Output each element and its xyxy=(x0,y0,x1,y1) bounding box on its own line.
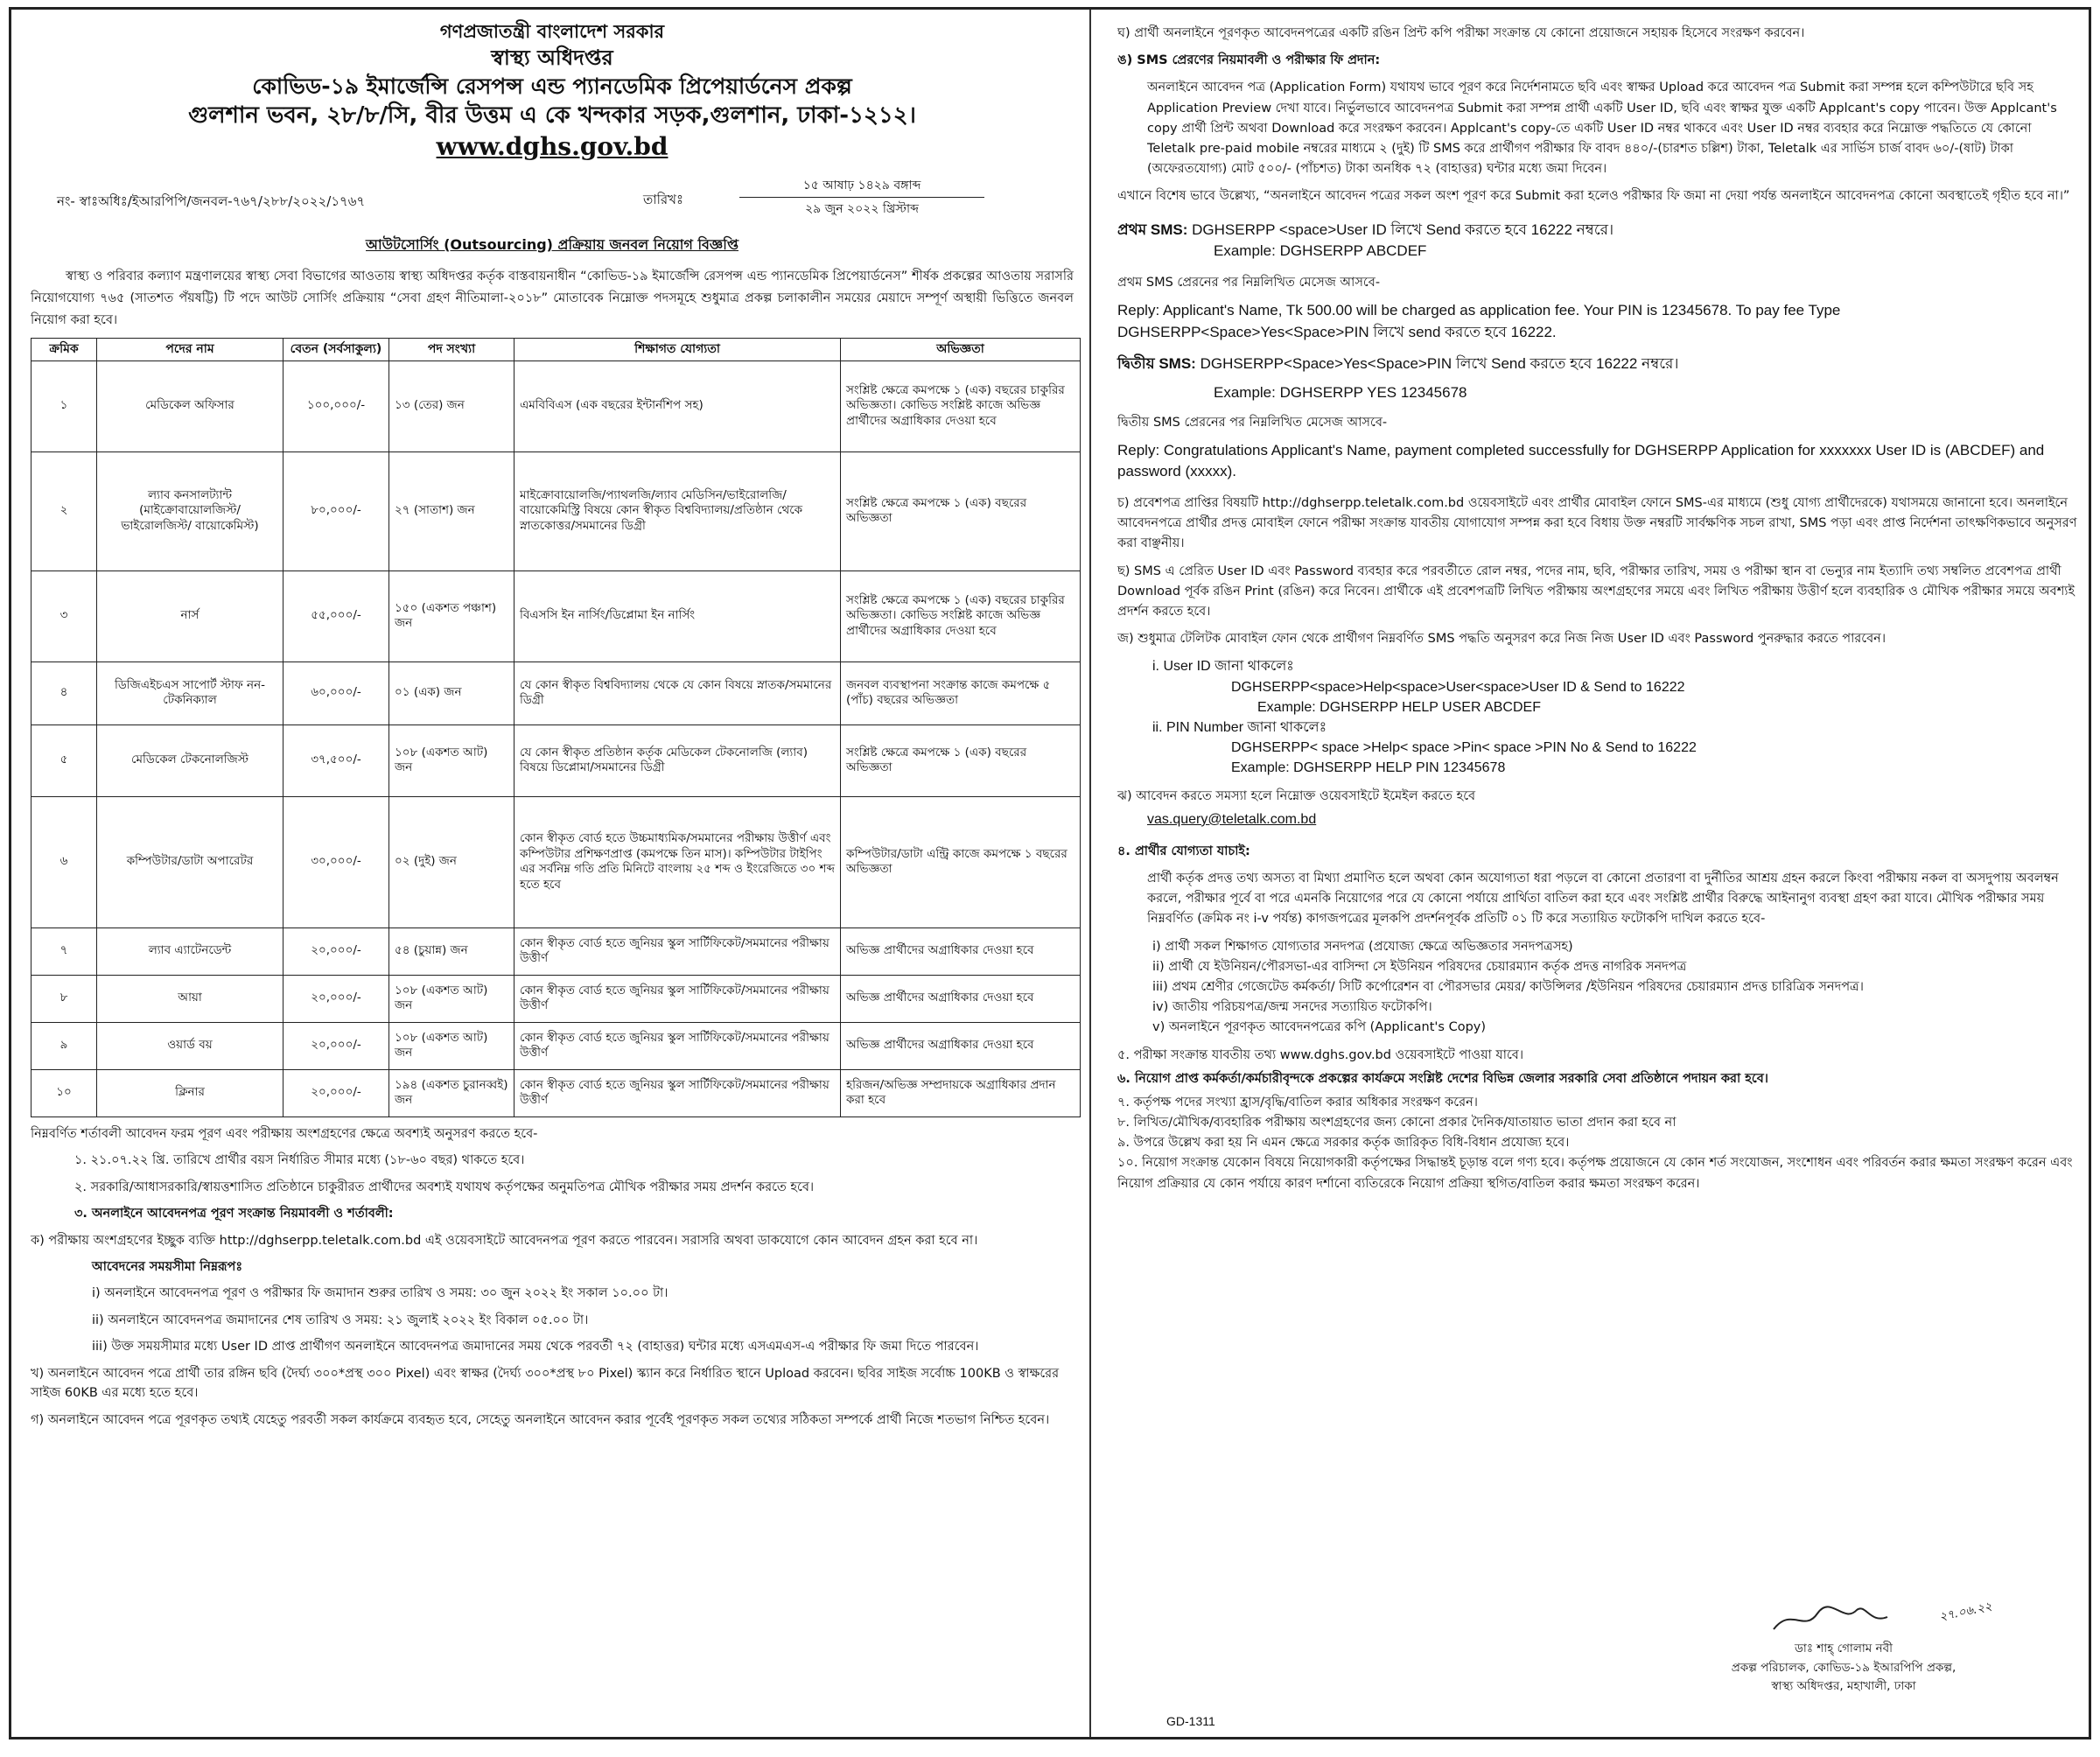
pin-label: ii. PIN Number জানা থাকলেঃ xyxy=(1152,719,1327,735)
cell-education: কোন স্বীকৃত বোর্ড হতে জুনিয়র স্কুল সার্টিফিকেট/সমমানের পরীক্ষায় উত্তীর্ণ xyxy=(514,1069,841,1116)
userid-format: DGHSERPP<space>Help<space>User<space>User ID & Send to 16222 xyxy=(1231,679,1685,695)
left-column xyxy=(11,10,1088,1437)
pin-format: DGHSERPP< space >Help< space >Pin< space >PIN No & Send to 16222 xyxy=(1231,740,1697,756)
cell-post: আয়া xyxy=(97,975,284,1022)
conditions-section xyxy=(31,1124,1074,1431)
col-header-salary: বেতন (সর্বসাকুল্য) xyxy=(284,339,389,360)
memo-number: নং- স্বাঃঅধিঃ/ইআরপিপি/জনবল-৭৬৭/২৮৮/২০২২/১৭৬৭ xyxy=(57,192,366,209)
cell-education: বিএসসি ইন নার্সিং/ডিপ্লোমা ইন নার্সিং xyxy=(514,570,841,662)
cell-count: ৫৪ (চুয়ান্ন) জন xyxy=(389,928,514,975)
cell-salary: ২০,০০০/- xyxy=(284,975,389,1022)
cell-count: ০২ (দুই) জন xyxy=(389,796,514,928)
clause-10: ১০. নিয়োগ সংক্রান্ত যেকোন বিষয়ে নিয়োগকারী কর্তৃপক্ষের সিদ্ধান্তই চূড়ান্ত বলে গণ্য হবে। কর্তৃপক্ষ প্রয়োজনে যে কোন শর্ত সংযোজন, সংশোধন এবং পরিবর্তন করার ক্ষমতা সংরক্ষণ করেন এবং নিয়োগ প্রক্রিয়ার যে কোন পর্যায়ে কারণ দর্শানো ব্যতিরেকে নিয়োগ প্রক্রিয়া স্থগিত/বাতিল করার ক্ষমতা সংরক্ষণ করেন। xyxy=(1117,1156,2073,1191)
deadline-end: ii) অনলাইনে আবেদনপত্র জমাদানের শেষ তারিখ ও সময়: ২১ জুলাই ২০২২ ইং বিকাল ০৫.০০ টা। xyxy=(92,1312,589,1327)
notice-title: আউটসোর্সিং (Outsourcing) প্রক্রিয়ায় জনবল নিয়োগ বিজ্ঞপ্তি xyxy=(366,235,738,253)
cell-salary: ৩৭,৫০০/- xyxy=(284,724,389,796)
cell-experience: অভিজ্ঞ প্রার্থীদের অগ্রাধিকার দেওয়া হবে xyxy=(841,975,1081,1022)
cell-post: কম্পিউটার/ডাটা অপারেটর xyxy=(97,796,284,928)
cell-education: যে কোন স্বীকৃত বিশ্ববিদ্যালয় থেকে যে কোন বিষয়ে স্নাতক/সমমানের ডিগ্রী xyxy=(514,662,841,724)
cell-serial: ৩ xyxy=(32,570,97,662)
rule-jha: ঝ) আবেদন করতে সমস্যা হলে নিম্নোক্ত ওয়েবসাইটে ইমেইল করতে হবে xyxy=(1117,789,1476,804)
cell-salary: ৫৫,০০০/- xyxy=(284,570,389,662)
signatory-office: স্বাস্থ্য অধিদপ্তর, মহাখালী, ঢাকা xyxy=(1771,1679,1916,1694)
rule-ja: জ) শুধুমাত্র টেলিটক মোবাইল ফোন থেকে প্রার্থীগণ নিম্নবর্ণিত SMS পদ্ধতি অনুসরণ করে নিজ নিজ User ID এবং Password পুনরুদ্ধার করতে পারবেন। xyxy=(1117,632,1886,647)
signatory-name: ডাঃ শাহ্ গোলাম নবী xyxy=(1794,1642,1894,1656)
table-row xyxy=(32,360,1081,452)
rule-chha: ছ) SMS এ প্রেরিত User ID এবং Password ব্যবহার করে পরবর্তীতে রোল নম্বর, পদের নাম, ছবি, পরীক্ষার তারিখ, সময় ও পরীক্ষা স্থান বা ভেন্যুর নাম ইত্যাদি তথ্য সম্বলিত প্রবেশপত্র প্রার্থী Download পূর্বক রঙিন Print (রঙিন) করে নিবেন। প্রার্থীকে এই প্রবেশপত্রটি লিখিত পরীক্ষায় অংশগ্রহণের সময়ে এবং লিখিত পরীক্ষায় উত্তীর্ণ হলে ব্যবহারিক ও মৌখিক পরীক্ষার সময়ে অবশ্যই প্রদর্শন করতে হবে। xyxy=(1117,564,2076,619)
cell-count: ০১ (এক) জন xyxy=(389,662,514,724)
vacancy-table xyxy=(31,338,1081,1116)
first-sms-example: Example: DGHSERPP ABCDEF xyxy=(1214,242,1427,260)
first-reply: Reply: Applicant's Name, Tk 500.00 will be charged as application fee. Your PIN is 12345678. To pay fee Type DGHSERPP<Space>Yes<Space>PIN লিখে send করতে হবে 16222. xyxy=(1117,301,1841,340)
rule-gha: ঘ) প্রার্থী অনলাইনে পূরণকৃত আবেদনপত্রের একটি রঙিন প্রিন্ট কপি পরীক্ষা সংক্রান্ত যে কোনো প্রয়োজনে সহায়ক হিসেবে সংরক্ষণ করবেন। xyxy=(1117,26,1805,40)
pin-example: Example: DGHSERPP HELP PIN 12345678 xyxy=(1231,760,1506,776)
date-bangla: ১৫ আষাঢ় ১৪২৯ বঙ্গাব্দ xyxy=(739,174,984,198)
signature-date: ২৭.০৬.২২ xyxy=(1937,1599,1993,1625)
deadline-start: i) অনলাইনে আবেদনপত্র পূরণ ও পরীক্ষার ফি জমাদান শুরুর তারিখ ও সময়: ৩০ জুন ২০২২ ইং সকাল ১০.০০ টা। xyxy=(92,1286,668,1301)
cell-experience: কম্পিউটার/ডাটা এন্ট্রি কাজে কমপক্ষে ১ বছরের অভিজ্ঞতা xyxy=(841,796,1081,928)
reference-line xyxy=(31,169,1074,228)
recovery-block xyxy=(1117,656,2078,778)
cell-experience: সংশ্লিষ্ট ক্ষেত্রে কমপক্ষে ১ (এক) বছরের চাকুরির অভিজ্ঞতা। কোভিড সংশ্লিষ্ট কাজে অভিজ্ঞ প্রার্থীদের অগ্রাধিকার দেওয়া হবে xyxy=(841,360,1081,452)
cell-salary: ২০,০০০/- xyxy=(284,928,389,975)
first-sms-line xyxy=(1117,220,2078,242)
cell-serial: ৯ xyxy=(32,1022,97,1069)
cell-education: যে কোন স্বীকৃত প্রতিষ্ঠান কর্তৃক মেডিকেল টেকনোলজি (ল্যাব) বিষয়ে ডিপ্লোমা/সমমানের ডিগ্রী xyxy=(514,724,841,796)
clause-8: ৮. লিখিত/মৌখিক/ব্যবহারিক পরীক্ষায় অংশগ্রহণের জন্য কোনো প্রকার দৈনিক/যাতায়াত ভাতা প্রদান করা হবে না xyxy=(1117,1116,1676,1130)
col-header-post: পদের নাম xyxy=(97,339,284,360)
cell-salary: ২০,০০০/- xyxy=(284,1022,389,1069)
document-item: v) অনলাইনে পূরণকৃত আবেদনপত্রের কপি (Applicant's Copy) xyxy=(1152,1020,1487,1035)
cell-count: ২৭ (সাতাশ) জন xyxy=(389,452,514,570)
cell-serial: ২ xyxy=(32,452,97,570)
table-row xyxy=(32,724,1081,796)
intro-paragraph: স্বাস্থ্য ও পরিবার কল্যাণ মন্ত্রণালয়ের স্বাস্থ্য সেবা বিভাগের আওতায় স্বাস্থ্য অধিদপ্তর কর্তৃক বাস্তবায়নাধীন “কোভিড-১৯ ইমার্জেন্সি রেসপন্স এন্ড প্যানডেমিক প্রিপেয়ার্ডনেস” শীর্ষক প্রকল্পের আওতায় সরাসরি নিয়োগযোগ্য ৭৬৫ (সাতশত পঁয়ষট্টি) টি পদে আউট সোর্সিং প্রক্রিয়ায় “সেবা গ্রহণ নীতিমালা-২০১৮” মোতাবেক নিম্নোক্ত পদসমূহে শুধুমাত্র প্রকল্প চলাকালীন সময়ের মেয়াদে সম্পূর্ণ অস্থায়ী ভিত্তিতে জনবল নিয়োগ করা হবে। xyxy=(31,269,1074,327)
second-sms-example: Example: DGHSERPP YES 12345678 xyxy=(1214,383,1467,401)
right-column xyxy=(1095,10,2089,1194)
second-sms-block xyxy=(1117,354,2078,403)
second-sms-label: দ্বিতীয় SMS: xyxy=(1117,355,1196,373)
cell-count: ১৫০ (একশত পঞ্চাশ) জন xyxy=(389,570,514,662)
signatory-title: প্রকল্প পরিচালক, কোভিড-১৯ ইআরপিপি প্রকল্প, xyxy=(1731,1660,1956,1675)
document-item: iv) জাতীয় পরিচয়পত্র/জন্ম সনদের সত্যায়িত ফটোকপি। xyxy=(1152,1000,1432,1015)
cell-serial: ৪ xyxy=(32,662,97,724)
cell-count: ১৯৪ (একশত চুরানব্বই) জন xyxy=(389,1069,514,1116)
cell-post: ওয়ার্ড বয় xyxy=(97,1022,284,1069)
col-header-serial: ক্রমিক xyxy=(32,339,97,360)
table-row xyxy=(32,1022,1081,1069)
table-row xyxy=(32,570,1081,662)
cell-experience: সংশ্লিষ্ট ক্ষেত্রে কমপক্ষে ১ (এক) বছরের অভিজ্ঞতা xyxy=(841,452,1081,570)
cell-post: মেডিকেল অফিসার xyxy=(97,360,284,452)
cell-post: ডিজিএইচএস সাপোর্ট স্টাফ নন-টেকনিক্যাল xyxy=(97,662,284,724)
project-name: কোভিড-১৯ ইমার্জেন্সি রেসপন্স এন্ড প্যানডেমিক প্রিপেয়ার্ডনেস প্রকল্প xyxy=(252,74,852,100)
cell-post: নার্স xyxy=(97,570,284,662)
cell-education: কোন স্বীকৃত বোর্ড হতে জুনিয়র স্কুল সার্টিফিকেট/সমমানের পরীক্ষায় উত্তীর্ণ xyxy=(514,975,841,1022)
header-website[interactable]: www.dghs.gov.bd xyxy=(436,131,668,161)
first-sms-label: প্রথম SMS: xyxy=(1117,220,1188,238)
cell-education: কোন স্বীকৃত বোর্ড হতে জুনিয়র স্কুল সার্টিফিকেট/সমমানের পরীক্ষায় উত্তীর্ণ xyxy=(514,1022,841,1069)
cell-serial: ১০ xyxy=(32,1069,97,1116)
cell-post: মেডিকেল টেকনোলজিস্ট xyxy=(97,724,284,796)
second-sms-format: DGHSERPP<Space>Yes<Space>PIN লিখে Send করতে হবে 16222 নম্বরে। xyxy=(1200,355,1679,373)
rule-ka: ক) পরীক্ষায় অংশগ্রহণের ইচ্ছুক ব্যক্তি http://dghserpp.teletalk.com.bd এই ওয়েবসাইটে আবেদনপত্র পূরণ করতে পারবেন। সরাসরি অথবা ডাকযোগে কোন আবেদন গ্রহন করা হবে না। xyxy=(31,1233,978,1248)
directorate-name: স্বাস্থ্য অধিদপ্তর xyxy=(491,45,613,70)
govt-name: গণপ্রজাতন্ত্রী বাংলাদেশ সরকার xyxy=(439,21,665,42)
deadline-title: আবেদনের সময়সীমা নিম্নরূপঃ xyxy=(92,1260,243,1274)
date-label: তারিখঃ xyxy=(643,191,683,207)
clause-9: ৯. উপরে উল্লেখ করা হয় নি এমন ক্ষেত্রে সরকার কর্তৃক জারিকৃত বিধি-বিধান প্রযোজ্য হবে। xyxy=(1117,1136,1570,1151)
cell-post: ল্যাব কনসালট্যান্ট (মাইক্রোবায়োলজিস্ট/ ভাইরোলজিস্ট/ বায়োকেমিস্ট) xyxy=(97,452,284,570)
table-row xyxy=(32,928,1081,975)
cell-count: ১০৮ (একশত আট) জন xyxy=(389,975,514,1022)
table-row xyxy=(32,796,1081,928)
second-sms-line xyxy=(1117,354,2078,375)
cell-education: কোন স্বীকৃত বোর্ড হতে উচ্চমাধ্যমিক/সমমানের পরীক্ষায় উত্তীর্ণ এবং কম্পিউটার প্রশিক্ষণপ্রাপ্ত (কমপক্ষে তিন মাস)। কম্পিউটার টাইপিং এর সর্বনিম্ন গতি প্রতি মিনিটে বাংলায় ২৫ শব্দ ও ইংরেজিতে ৩০ শব্দ হতে হবে xyxy=(514,796,841,928)
clause-7: ৭. কর্তৃপক্ষ পদের সংখ্যা হ্রাস/বৃদ্ধি/বাতিল করার অধিকার সংরক্ষণ করেন। xyxy=(1117,1095,1478,1110)
first-sms-format: DGHSERPP <space>User ID লিখে Send করতে হবে 16222 নম্বরে। xyxy=(1192,220,1614,238)
rule-kha: খ) অনলাইনে আবেদন পত্রে প্রার্থী তার রঙ্গিন ছবি (দৈর্ঘ্য ৩০০*প্রস্থ ৩০০ Pixel) এবং স্বাক্ষর (দৈর্ঘ্য ৩০০*প্রস্থ ৮০ Pixel) স্ক্যান করে নির্ধারিত স্থানে Upload করবেন। ছবির সাইজ সর্বোচ্চ 100KB ও স্বাক্ষরের সাইজ 60KB এর মধ্যে হতে হবে। xyxy=(31,1366,1060,1401)
col-header-count: পদ সংখ্যা xyxy=(389,339,514,360)
col-header-education: শিক্ষাগত যোগ্যতা xyxy=(514,339,841,360)
table-row xyxy=(32,452,1081,570)
column-divider xyxy=(1089,10,1091,1737)
letterhead xyxy=(31,20,1074,164)
first-sms-after: প্রথম SMS প্রেরনের পর নিম্নলিখিত মেসেজ আসবে- xyxy=(1117,275,1381,290)
cell-serial: ৮ xyxy=(32,975,97,1022)
instructions-section xyxy=(1117,24,2078,1194)
document-list xyxy=(1117,937,2078,1039)
col-header-experience: অভিজ্ঞতা xyxy=(841,339,1081,360)
document-item: ii) প্রার্থী যে ইউনিয়ন/পৌরসভা-এর বাসিন্দা সে ইউনিয়ন পরিষদের চেয়ারম্যান কর্তৃক প্রদত্ত নাগরিক সনদপত্র xyxy=(1152,959,1687,974)
special-note: এখানে বিশেষ ভাবে উল্লেখ্য, “অনলাইনে আবেদন পত্রের সকল অংশ পূরণ করে Submit করা হলেও পরীক্ষার ফি জমা না দেয়া পর্যন্ত অনলাইনে আবেদনপত্র কোনো অবস্থাতেই গৃহীত হবে না।” xyxy=(1117,189,2070,204)
footer-code: GD-1311 xyxy=(1166,1714,1215,1728)
cell-salary: ৬০,০০০/- xyxy=(284,662,389,724)
cell-salary: ১০০,০০০/- xyxy=(284,360,389,452)
cell-salary: ৮০,০০০/- xyxy=(284,452,389,570)
cell-experience: সংশ্লিষ্ট ক্ষেত্রে কমপক্ষে ১ (এক) বছরের চাকুরির অভিজ্ঞতা। কোভিড সংশ্লিষ্ট কাজে অভিজ্ঞ প্রার্থীদের অগ্রাধিকার দেওয়া হবে xyxy=(841,570,1081,662)
table-row xyxy=(32,662,1081,724)
signature-block xyxy=(1660,1598,2027,1697)
cell-count: ১৩ (তের) জন xyxy=(389,360,514,452)
cell-experience: অভিজ্ঞ প্রার্থীদের অগ্রাধিকার দেওয়া হবে xyxy=(841,1022,1081,1069)
cell-count: ১০৮ (একশত আট) জন xyxy=(389,1022,514,1069)
second-reply: Reply: Congratulations Applicant's Name, payment completed successfully for DGHSERPP Application for xxxxxxx User ID is (ABCDEF) and password (xxxxx). xyxy=(1117,441,2045,480)
condition-age: ১. ২১.০৭.২২ খ্রি. তারিখে প্রার্থীর বয়স নির্ধারিত সীমার মধ্যে (১৮-৬০ বছর) থাকতে হবে। xyxy=(74,1153,525,1168)
userid-example: Example: DGHSERPP HELP USER ABCDEF xyxy=(1257,699,1541,715)
notice-page xyxy=(9,7,2091,1740)
cell-experience: সংশ্লিষ্ট ক্ষেত্রে কমপক্ষে ১ (এক) বছরের অভিজ্ঞতা xyxy=(841,724,1081,796)
eligibility-title: ৪. প্রার্থীর যোগ্যতা যাচাই: xyxy=(1117,844,1250,858)
condition-online-title: ৩. অনলাইনে আবেদনপত্র পূরণ সংক্রান্ত নিয়মাবলী ও শর্তাবলী: xyxy=(74,1207,394,1222)
document-item: i) প্রার্থী সকল শিক্ষাগত যোগ্যতার সনদপত্র (প্রযোজ্য ক্ষেত্রে অভিজ্ঞতার সনদপত্রসহ) xyxy=(1152,939,1573,954)
document-item: iii) প্রথম শ্রেণীর গেজেটেড কর্মকর্তা/ সিটি কর্পোরেশন বা পৌরসভার মেয়র/ কাউন্সিলর /ইউনিয়ন পরিষদের চেয়ারম্যান প্রদত্ত চারিত্রিক সনদপত্র। xyxy=(1152,979,1864,994)
clause-5: ৫. পরীক্ষা সংক্রান্ত যাবতীয় তথ্য www.dghs.gov.bd ওয়েবসাইটে পাওয়া যাবে। xyxy=(1117,1047,1524,1062)
cell-post: ক্লিনার xyxy=(97,1069,284,1116)
cell-serial: ৬ xyxy=(32,796,97,928)
conditions-intro: নিম্নবর্ণিত শর্তাবলী আবেদন ফরম পূরণ এবং পরীক্ষায় অংশগ্রহণের ক্ষেত্রে অবশ্যই অনুসরণ করতে হবে- xyxy=(31,1126,538,1141)
cell-count: ১০৮ (একশত আট) জন xyxy=(389,724,514,796)
rule-ga: গ) অনলাইনে আবেদন পত্রে পূরণকৃত তথ্যই যেহেতু পরবর্তী সকল কার্যক্রমে ব্যবহৃত হবে, সেহেতু অনলাইনে আবেদন করার পূর্বেই পূরণকৃত সকল তথ্যের সঠিকতা সম্পর্কে প্রার্থী নিজে শতভাগ নিশ্চিত হবেন। xyxy=(31,1412,1050,1427)
cell-experience: জনবল ব্যবস্থাপনা সংক্রান্ত কাজে কমপক্ষে ৫ (পাঁচ) বছরের অভিজ্ঞতা xyxy=(841,662,1081,724)
cell-serial: ৭ xyxy=(32,928,97,975)
userid-label: i. User ID জানা থাকলেঃ xyxy=(1152,659,1294,675)
table-row xyxy=(32,1069,1081,1116)
cell-serial: ১ xyxy=(32,360,97,452)
eligibility-body: প্রার্থী কর্তৃক প্রদত্ত তথ্য অসত্য বা মিথ্যা প্রমাণিত হলে অথবা কোন অযোগ্যতা ধরা পড়লে বা কোনো প্রতারণা বা দুর্নীতির আশ্রয় গ্রহন করলে কিংবা পরীক্ষায় নকল বা অসদুপায় অবলম্বন করলে, পরীক্ষার পূর্বে বা পরে এমনকি নিয়োগের পরে যে কোনো পর্যায়ে প্রার্থিতা বাতিল করা হবে এবং সংশ্লিষ্ট প্রার্থীর বিরুদ্ধে আইনানুগ ব্যবস্থা গ্রহণ করা যাবে। মৌখিক পরীক্ষার সময় নিম্নবর্ণিত (ক্রমিক নং i-v পর্যন্ত) কাগজপত্রের মূলকপি প্রদর্শনপূর্বক প্রতিটি ০১ টি করে সত্যায়িত ফটোকপি দাখিল করতে হবে- xyxy=(1147,872,2059,927)
office-address: গুলশান ভবন, ২৮/৮/সি, বীর উত্তম এ কে খন্দকার সড়ক,গুলশান, ঢাকা-১২১২। xyxy=(188,102,916,130)
cell-experience: অভিজ্ঞ প্রার্থীদের অগ্রাধিকার দেওয়া হবে xyxy=(841,928,1081,975)
second-sms-after: দ্বিতীয় SMS প্রেরনের পর নিম্নলিখিত মেসেজ আসবে- xyxy=(1117,415,1388,430)
cell-experience: হরিজন/অভিজ্ঞ সম্প্রদায়কে অগ্রাধিকার প্রদান করা হবে xyxy=(841,1069,1081,1116)
cell-salary: ৩০,০০০/- xyxy=(284,796,389,928)
support-email-link[interactable]: vas.query@teletalk.com.bd xyxy=(1147,811,1317,827)
cell-education: কোন স্বীকৃত বোর্ড হতে জুনিয়র স্কুল সার্টিফিকেট/সমমানের পরীক্ষায় উত্তীর্ণ xyxy=(514,928,841,975)
cell-salary: ২০,০০০/- xyxy=(284,1069,389,1116)
deadline-fee: iii) উক্ত সময়সীমার মধ্যে User ID প্রাপ্ত প্রার্থীগণ অনলাইনে আবেদনপত্র জমাদানের সময় থেকে পরবর্তী ৭২ (বাহাত্তর) ঘন্টার মধ্যে এসএমএস-এ পরীক্ষার ফি জমা দিতে পারবেন। xyxy=(92,1340,979,1354)
first-sms-block xyxy=(1117,220,2078,262)
clause-6: ৬. নিয়োগ প্রাপ্ত কর্মকর্তা/কর্মচারীবৃন্দকে প্রকল্পের কার্যক্রমে সংশ্লিষ্ট দেশের বিভিন্ন জেলার সরকারি সেবা প্রতিষ্ঠানে পদায়ন করা হবে। xyxy=(1117,1071,1768,1086)
table-header-row xyxy=(32,339,1081,360)
sms-rules-body: অনলাইনে আবেদন পত্র (Application Form) যথাযথ ভাবে পূরণ করে নির্দেশনামতে ছবি এবং স্বাক্ষর Upload করে আবেদন পত্র Submit করা সম্পন্ন হলে কম্পিউটারে ছবি সহ Application Preview দেখা যাবে। নির্ভুলভাবে আবেদনপত্র Submit করা সম্পন্ন প্রার্থী একটি User ID, ছবি এবং স্বাক্ষর যুক্ত একটি Applcant's copy পাবেন। উক্ত Applcant's copy প্রার্থী প্রিন্ট অথবা Download করে সংরক্ষণ করবেন। Applcant's copy-তে একটি User ID নম্বর থাকবে এবং User ID নম্বর ব্যবহার করে নিম্নোক্ত পদ্ধতিতে যে কোনো Teletalk pre-paid mobile নম্বরের মাধ্যমে ২ (দুই) টি SMS করে প্রার্থীগণ পরীক্ষার ফি বাবদ ৪৪০/-(চারশত চল্লিশ) টাকা, Teletalk এর সার্ভিস চার্জ বাবদ ৬০/-(ষাট) টাকা (অফেরতযোগ্য) মোট ৫০০/- (পাঁচশত) টাকা অনধিক ৭২ (বাহাত্তর) ঘন্টার মধ্যে জমা দিবেন। xyxy=(1147,80,2057,177)
rule-cha: চ) প্রবেশপত্র প্রাপ্তির বিষয়টি http://dghserpp.teletalk.com.bd ওয়েবসাইটে এবং প্রার্থীর মোবাইল ফোনে SMS-এর মাধ্যমে (শুধু যোগ্য প্রার্থীদেরকে) যথাসময়ে জানানো হবে। অনলাইনে আবেদনপত্রে প্রার্থীর প্রদত্ত মোবাইল ফোনে পরীক্ষা সংক্রান্ত যাবতীয় যোগাযোগ সম্পন্ন করা হবে বিধায় উক্ত নম্বরটি সার্বক্ষণিক সচল রাখা, SMS পড়া এবং প্রাপ্ত নির্দেশনা তাৎক্ষণিকভাবে অনুসরণ করা বাঞ্ছনীয়। xyxy=(1117,496,2077,551)
condition-employed: ২. সরকারি/আধাসরকারি/স্বায়ত্তশাসিত প্রতিষ্ঠানে চাকুরীরত প্রার্থীদের অবশ্যই যথাযথ কর্তৃপক্ষের অনুমতিপত্র মৌখিক পরীক্ষার সময় প্রদর্শন করতে হবে। xyxy=(74,1180,815,1194)
table-row xyxy=(32,975,1081,1022)
cell-education: এমবিবিএস (এক বছরের ইন্টার্নশিপ সহ) xyxy=(514,360,841,452)
date-english: ২৯ জুন ২০২২ খ্রিস্টাব্দ xyxy=(805,201,919,216)
cell-serial: ৫ xyxy=(32,724,97,796)
cell-post: ল্যাব এ্যাটেনডেন্ট xyxy=(97,928,284,975)
sms-rules-title: ঙ) SMS প্রেরণের নিয়মাবলী ও পরীক্ষার ফি প্রদান: xyxy=(1117,53,1381,68)
cell-education: মাইক্রোবায়োলজি/প্যাথলজি/ল্যাব মেডিসিন/ভাইরোলজি/বায়োকেমিস্ট্রি বিষয়ে কোন স্বীকৃত বিশ্ববিদ্যালয়/প্রতিষ্ঠান থেকে স্নাতকোত্তর/সমমানের ডিগ্রী xyxy=(514,452,841,570)
